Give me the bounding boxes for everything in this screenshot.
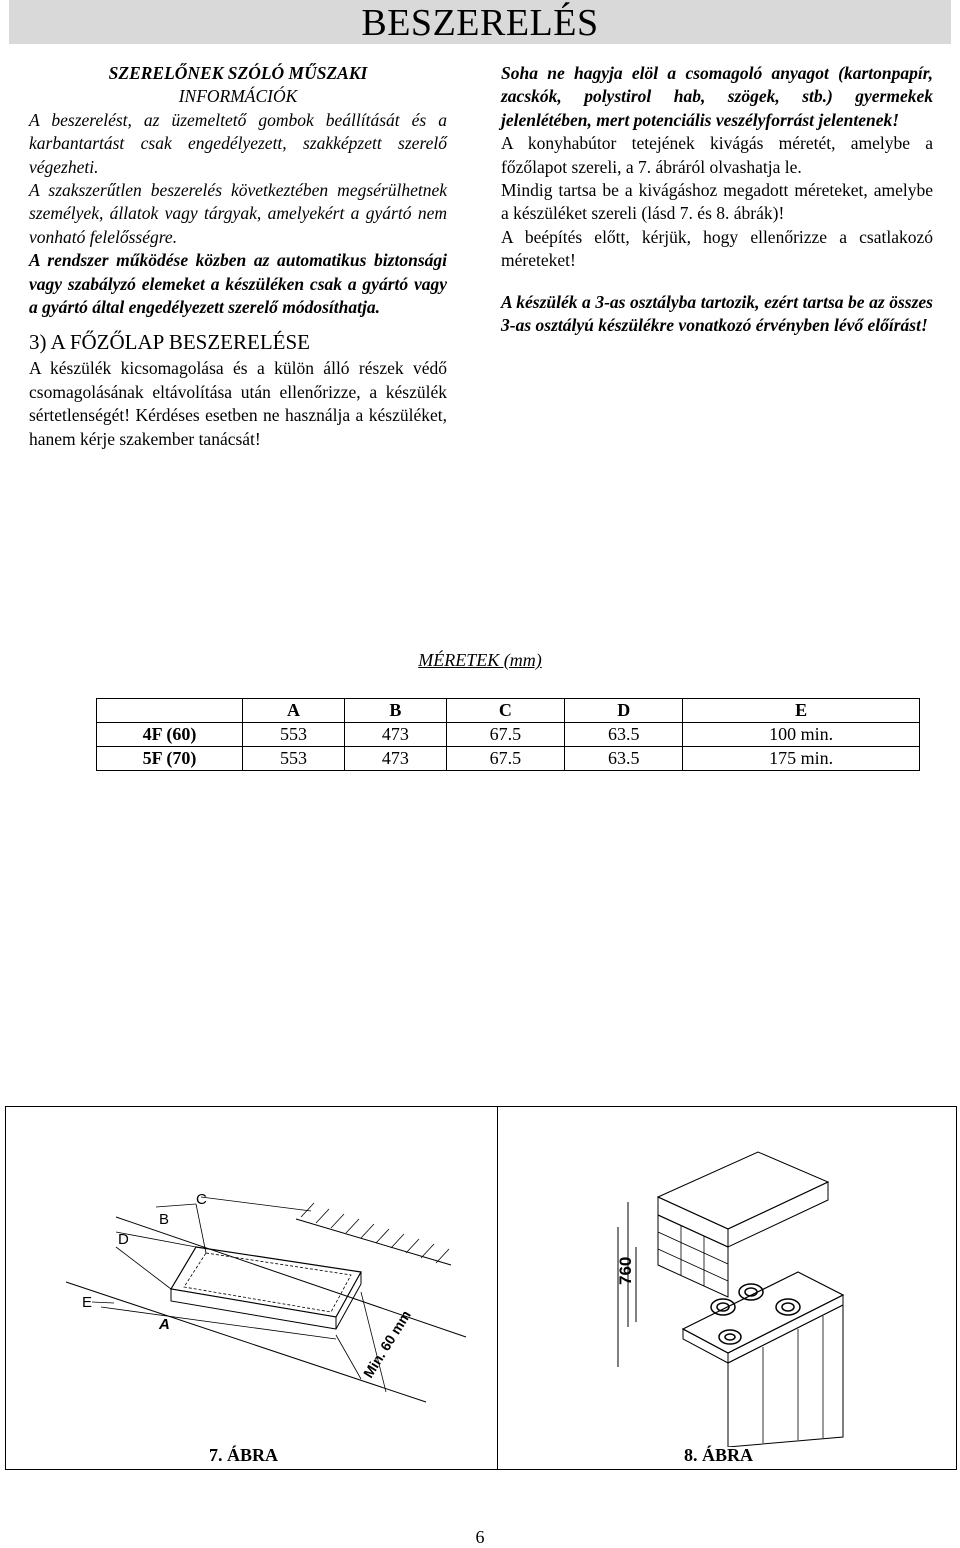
left-paragraph-3: A rendszer működése közben az automatikus biztonsági vagy szabályzó elemeket a készüléken csak a gyártó vagy a gyártó által engedélyezett szerelő módosíthatja. bbox=[29, 250, 447, 318]
table-cell: 63.5 bbox=[565, 747, 683, 771]
left-title-line1: SZERELŐNEK SZÓLÓ MŰSZAKI bbox=[108, 63, 368, 83]
table-header-cell bbox=[97, 699, 243, 723]
left-paragraph-1: A beszerelést, az üzemeltető gombok beállítását és a karbantartást csak engedélyezett, szakképzett szerelő végezheti. bbox=[29, 109, 447, 177]
table-row bbox=[97, 723, 920, 747]
hatch-lines bbox=[301, 1203, 449, 1263]
figure-8-diagram bbox=[498, 1107, 956, 1447]
label-e: E bbox=[82, 1294, 93, 1311]
table-header-cell: C bbox=[446, 699, 564, 723]
label-d: D bbox=[118, 1231, 129, 1248]
page-number: 6 bbox=[475, 1527, 485, 1547]
cabinet-door-lines bbox=[763, 1316, 823, 1443]
left-paragraph-2: A szakszerűtlen beszerelés következtében megsérülhetnek személyek, állatok vagy tárgyak, amelyekért a gyártó nem vonható felelősségre. bbox=[29, 180, 447, 247]
table-cell: 175 min. bbox=[683, 747, 920, 771]
table-cell: 473 bbox=[344, 723, 446, 747]
dimensions-table bbox=[96, 698, 920, 771]
figures-box bbox=[5, 1106, 957, 1470]
page-header bbox=[9, 0, 951, 44]
left-paragraph-4: A készülék kicsomagolása és a külön álló részek védő csomagolásának eltávolítása után ellenőrizze, a készülék sértetlenségét! Kérdéses esetben ne használja a készüléket, hanem kérje szakember tanácsát! bbox=[29, 358, 447, 449]
table-cell: 100 min. bbox=[683, 723, 920, 747]
label-c: C bbox=[196, 1191, 207, 1208]
table-header-row bbox=[97, 699, 920, 723]
right-paragraph-4: A beépítés előtt, kérjük, hogy ellenőrizze a csatlakozó méreteket! bbox=[501, 226, 933, 271]
table-cell: 553 bbox=[243, 723, 345, 747]
right-paragraph-3: Mindig tartsa be a kivágáshoz megadott méreteket, amelybe a készüléket szereli (lásd 7. és 8. ábrák)! bbox=[501, 180, 933, 224]
right-paragraph-5: A készülék a 3-as osztályba tartozik, ezért tartsa be az összes 3-as osztályú készülékre vonatkozó érvényben lévő előírást! bbox=[501, 291, 933, 336]
table-header-cell: E bbox=[683, 699, 920, 723]
label-b: B bbox=[159, 1211, 170, 1228]
table-header-cell: D bbox=[565, 699, 683, 723]
table-cell: 67.5 bbox=[446, 747, 564, 771]
cabinet-grid bbox=[658, 1225, 728, 1286]
table-header-cell: A bbox=[243, 699, 345, 723]
right-paragraph-1: Soha ne hagyja elöl a csomagoló anyagot (kartonpapír, zacskók, polystirol hab, szögek, stb.) gyermekek jelenlétében, mert potenciális veszélyforrást jelentenek! bbox=[501, 63, 933, 130]
section-title: 3) A FŐZŐLAP BESZERELÉSE bbox=[29, 330, 310, 355]
label-760: 760 bbox=[616, 1256, 635, 1285]
label-a: A bbox=[159, 1316, 170, 1333]
dimensions-title: MÉRETEK (mm) bbox=[418, 650, 542, 670]
right-column bbox=[501, 62, 933, 337]
figure-7-diagram bbox=[6, 1107, 496, 1437]
table-cell: 553 bbox=[243, 747, 345, 771]
table-cell: 473 bbox=[344, 747, 446, 771]
left-title-line2: INFORMÁCIÓK bbox=[178, 86, 298, 107]
left-column bbox=[29, 62, 447, 451]
table-cell: 67.5 bbox=[446, 723, 564, 747]
table-cell: 4F (60) bbox=[97, 723, 243, 747]
figure-7-caption: 7. ÁBRA bbox=[209, 1445, 279, 1465]
table-cell: 63.5 bbox=[565, 723, 683, 747]
table-header-cell: B bbox=[344, 699, 446, 723]
figure-8-caption: 8. ÁBRA bbox=[684, 1445, 754, 1465]
table-cell: 5F (70) bbox=[97, 747, 243, 771]
table-row bbox=[97, 747, 920, 771]
right-paragraph-2: A konyhabútor tetejének kivágás méretét, amelybe a főzőlapot szereli, a 7. ábráról olvashatja le. bbox=[501, 133, 933, 177]
page-title: BESZERELÉS bbox=[361, 2, 599, 44]
label-min-60mm: Min. 60 mm bbox=[359, 1307, 414, 1381]
